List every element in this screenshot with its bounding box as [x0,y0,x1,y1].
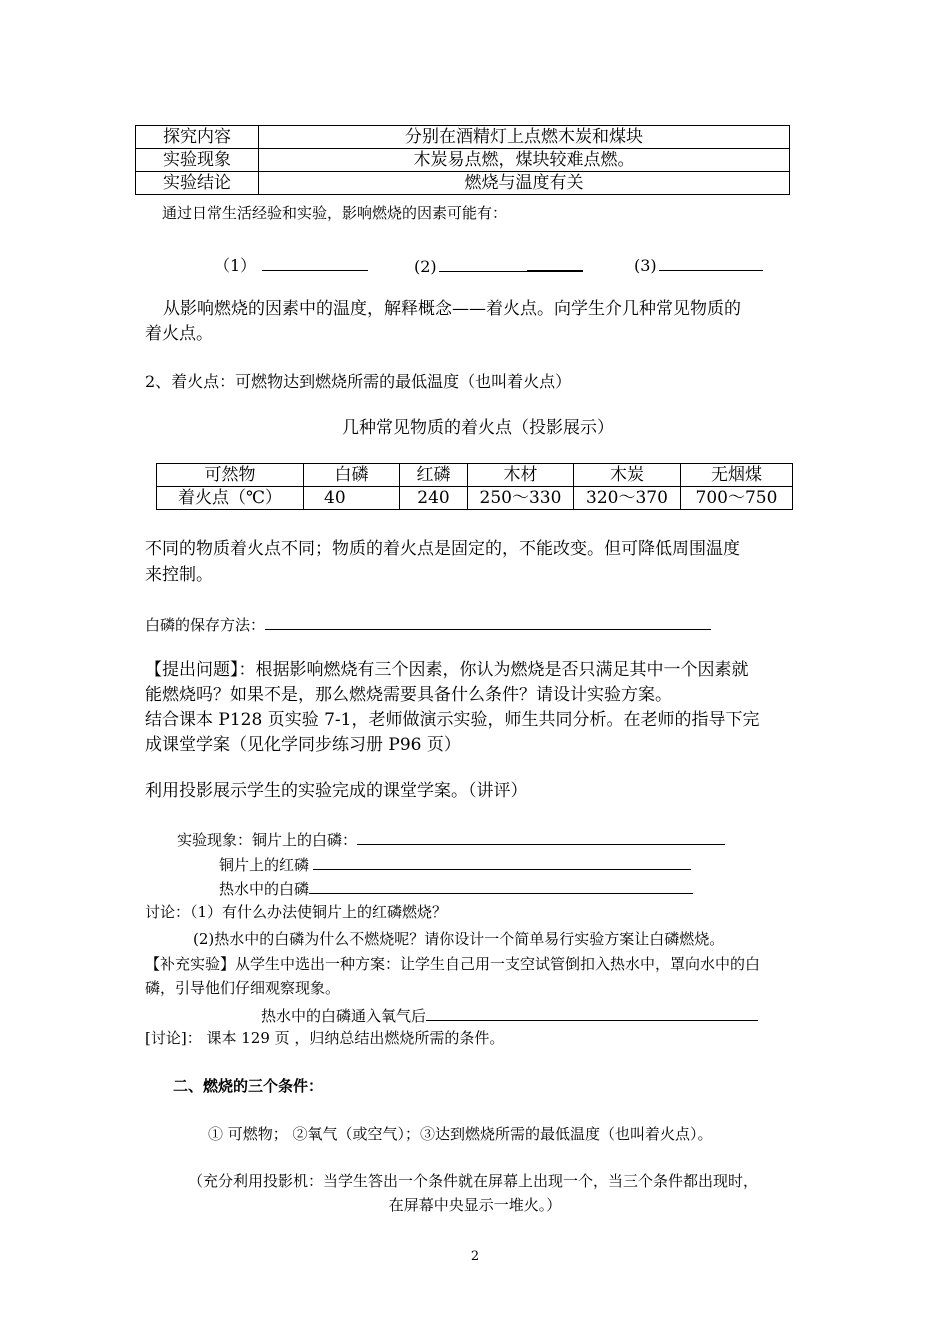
table-cell: 无烟煤 [681,464,793,487]
discussion-line: 讨论：（1）有什么办法使铜片上的红磷燃烧？ [145,903,448,921]
section-title: 二、燃烧的三个条件： [173,1077,324,1095]
table-cell: 实验现象 [136,149,259,172]
answer-blank[interactable] [309,879,693,894]
note-line: （充分利用投影机：当学生答出一个条件就在屏幕上出现一个，当三个条件都出现时， [188,1172,759,1190]
paragraph-line: 从影响燃烧的因素中的温度，解释概念——着火点。向学生介几种常见物质的 [163,299,741,319]
answer-blank[interactable] [439,257,527,272]
factor-label: (3) [634,256,657,275]
table-cell: 燃烧与温度有关 [259,172,790,195]
answer-blank[interactable] [426,1006,758,1021]
experiment-table [135,125,790,195]
table-cell: 探究内容 [136,126,259,149]
table-row [157,464,793,487]
table-cell: 木材 [468,464,574,487]
ignition-definition: 2、着火点：可燃物达到燃烧所需的最低温度（也叫着火点） [145,372,572,391]
paragraph-line: 来控制。 [145,565,213,585]
discussion-line: [讨论]： 课本 129 页 ，归纳总结出燃烧所需的条件。 [145,1029,505,1047]
table-row [136,149,790,172]
note-line: 在屏幕中央显示一堆火。） [388,1196,562,1214]
table-cell: 可然物 [157,464,304,487]
table-row [157,487,793,510]
storage-label: 白磷的保存方法： [145,616,266,634]
factor-blank-3 [634,256,763,274]
oxygen-label: 热水中的白磷通入氧气后 [261,1007,427,1025]
factor-blank-1 [214,256,368,274]
table-cell: 分别在酒精灯上点燃木炭和煤块 [259,126,790,149]
table-cell: 700～750 [681,487,793,510]
observation-line-3 [219,879,693,897]
observation-label: 热水中的白磷 [219,880,310,898]
table-cell: 木炭易点燃，煤块较难点燃。 [259,149,790,172]
observation-line-2 [219,855,691,873]
ignition-point-table [156,463,793,510]
page-number: 2 [470,1249,480,1264]
projection-note: 利用投影展示学生的实验完成的课堂学案。（讲评） [145,781,528,801]
table-cell: 红磷 [400,464,468,487]
answer-blank[interactable] [313,855,691,870]
supplement-line: 磷，引导他们仔细观察现象。 [145,979,341,997]
discussion-line: (2)热水中的白磷为什么不燃烧呢？请你设计一个简单易行实验方案让白磷燃烧。 [193,930,725,948]
note-line-wrap [0,1198,950,1213]
answer-blank[interactable] [659,256,763,271]
table-cell: 白磷 [304,464,400,487]
answer-blank[interactable] [527,256,583,272]
oxygen-line [261,1006,758,1024]
observation-label: 铜片上的红磷 [219,856,310,874]
question-line: 【提出问题】：根据影响燃烧有三个因素，你认为燃烧是否只满足其中一个因素就 [145,660,749,680]
question-line: 结合课本 P128 页实验 7-1，老师做演示实验，师生共同分析。在老师的指导下完 [145,710,760,730]
answer-blank[interactable] [357,830,725,845]
question-line: 成课堂学案（见化学同步练习册 P96 页） [145,735,461,755]
table-row [136,126,790,149]
table-title: 几种常见物质的着火点（投影展示） [342,418,614,438]
table-cell: 着火点（℃） [157,487,304,510]
answer-blank[interactable] [262,256,368,271]
table-cell: 320～370 [574,487,681,510]
table-cell: 40 [304,487,400,510]
table-cell: 250～330 [468,487,574,510]
factors-intro: 通过日常生活经验和实验，影响燃烧的因素可能有： [162,204,508,222]
factor-label: (2) [414,257,437,276]
factor-blank-2 [414,256,583,275]
observation-line-1 [177,830,725,848]
paragraph-line: 不同的物质着火点不同；物质的着火点是固定的，不能改变。但可降低周围温度 [145,539,740,559]
table-cell: 木炭 [574,464,681,487]
table-cell: 实验结论 [136,172,259,195]
answer-blank[interactable] [265,615,711,630]
question-line: 能燃烧吗？如果不是，那么燃烧需要具备什么条件？请设计实验方案。 [145,685,672,705]
factor-label: （1） [214,256,257,275]
observation-label: 实验现象：铜片上的白磷： [177,831,358,849]
table-cell: 240 [400,487,468,510]
paragraph-line: 着火点。 [145,324,213,344]
conditions-line: ① 可燃物； ②氧气（或空气）；③达到燃烧所需的最低温度（也叫着火点）。 [208,1125,713,1143]
table-row [136,172,790,195]
supplement-line: 【补充实验】从学生中选出一种方案：让学生自己用一支空试管倒扣入热水中，罩向水中的白 [145,955,761,973]
storage-method-line [145,615,711,633]
